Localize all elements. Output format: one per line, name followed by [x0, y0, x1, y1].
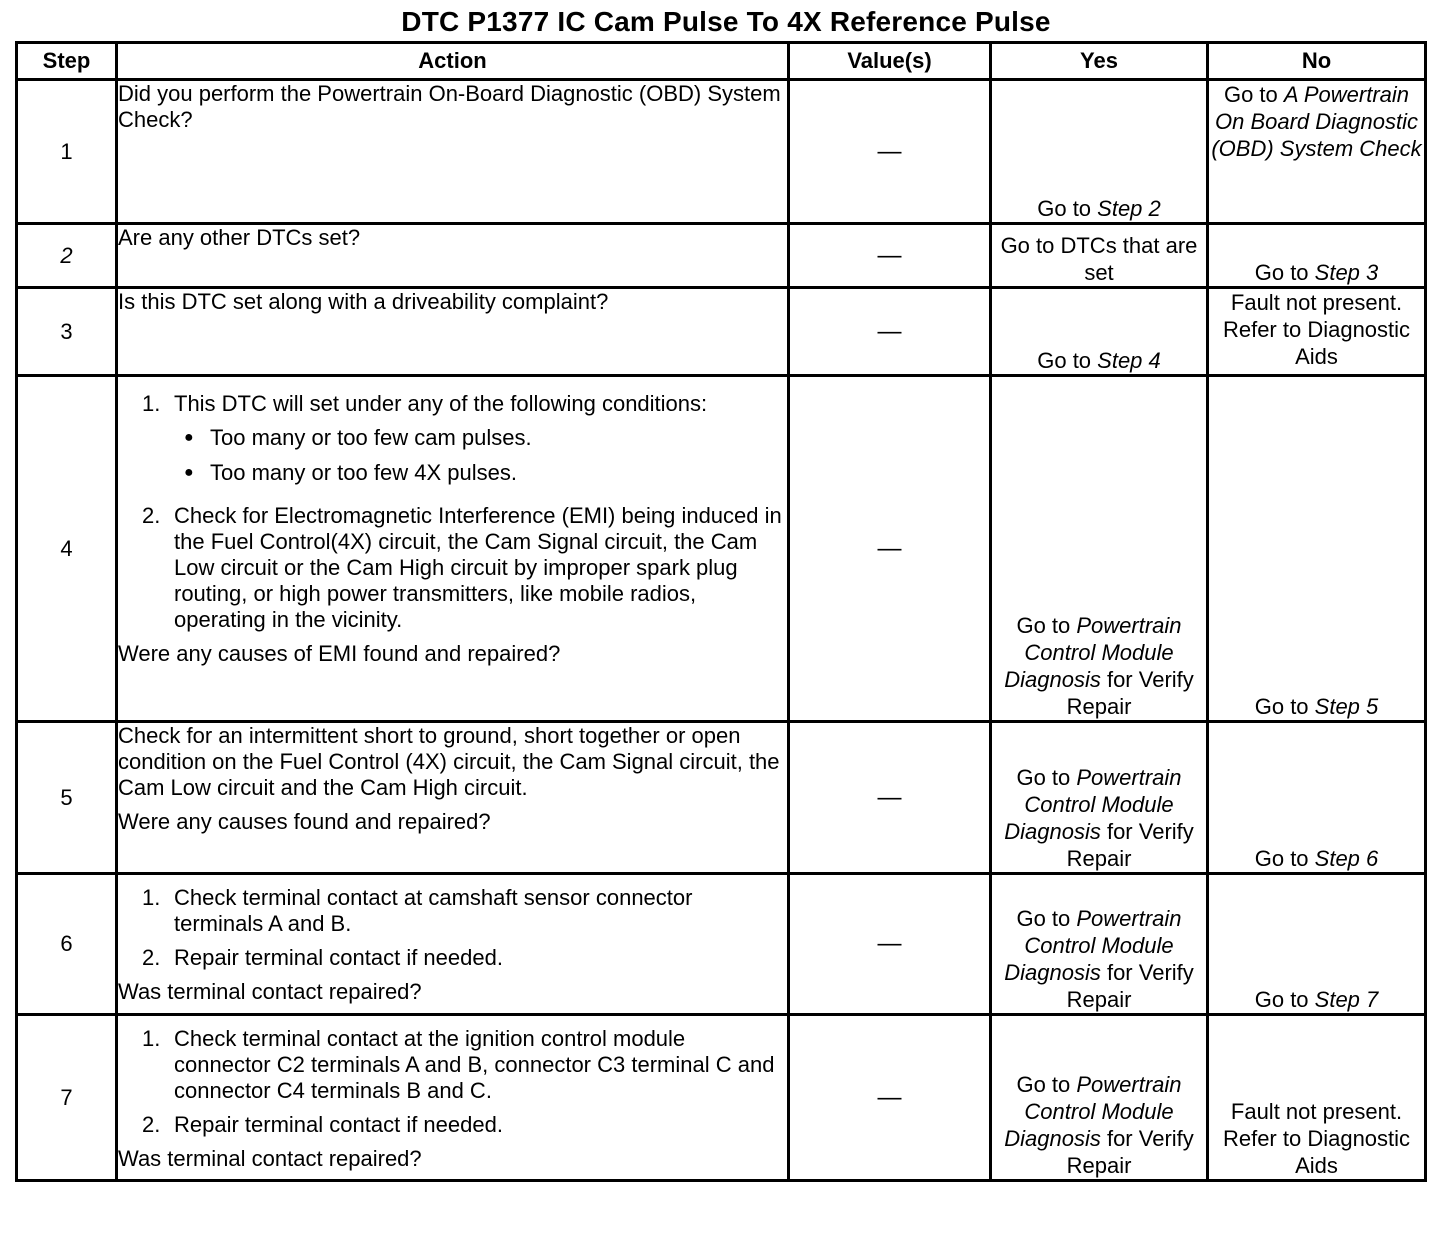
action-cell: [117, 224, 789, 288]
bullet-text: Too many or too few 4X pulses.: [210, 460, 517, 485]
step-item-text: Check terminal contact at camshaft sensor connector terminals A and B.: [174, 885, 693, 936]
table-header-row: [17, 43, 1426, 80]
action-step-item: [142, 1026, 787, 1104]
step-item-number: 1.: [142, 1026, 161, 1051]
action-question: Was terminal contact repaired?: [118, 979, 422, 1004]
yes-cell: [991, 376, 1208, 722]
no-prefix: Go to: [1254, 260, 1315, 285]
action-cell: [117, 288, 789, 376]
bullet-item: [174, 425, 787, 451]
yes-prefix: Go to: [1016, 765, 1077, 790]
yes-prefix: Go to: [1016, 613, 1077, 638]
yes-text[interactable]: Go to DTCs that are set: [1000, 233, 1198, 285]
step-item-text: Check terminal contact at the ignition control module connector C2 terminals A and B, connector C3 terminal C and connector C4 terminals B and C.: [174, 1026, 775, 1103]
action-steps: [118, 1026, 787, 1138]
yes-prefix: Go to: [1016, 1072, 1077, 1097]
step-item-text: This DTC will set under any of the following conditions:: [174, 391, 708, 416]
no-cell: [1208, 224, 1426, 288]
step-item-number: 1.: [142, 885, 161, 910]
step-number: 5: [17, 722, 117, 874]
step-number: 4: [17, 376, 117, 722]
bullet-text: Too many or too few cam pulses.: [210, 425, 532, 450]
bullet-icon: ●: [184, 429, 194, 446]
yes-link[interactable]: Step 4: [1097, 348, 1161, 373]
yes-cell: [991, 288, 1208, 376]
bullet-item: [174, 460, 787, 486]
yes-prefix: Go to: [1037, 348, 1098, 373]
yes-suffix: for Verify Repair: [1066, 667, 1194, 719]
action-question: Were any causes found and repaired?: [118, 809, 491, 834]
no-link[interactable]: Step 5: [1314, 694, 1379, 719]
action-step-item: [142, 503, 787, 633]
yes-link[interactable]: Powertrain Control Module Diagnosis: [1004, 613, 1182, 692]
step-item-body: [174, 391, 787, 495]
action-step-item: [142, 885, 787, 937]
value-cell: —: [789, 80, 991, 224]
yes-cell: [991, 80, 1208, 224]
action-cell: [117, 1015, 789, 1181]
action-text: Check for an intermittent short to ground, short together or open condition on the Fuel Control (4X) circuit, the Cam Signal circuit, the Cam Low circuit and the Cam High circuit.: [118, 723, 780, 800]
action-text: Are any other DTCs set?: [118, 225, 361, 250]
page-title: DTC P1377 IC Cam Pulse To 4X Reference Pulse: [401, 6, 1051, 37]
bullet-list: [174, 425, 787, 486]
yes-link[interactable]: Powertrain Control Module Diagnosis: [1004, 906, 1182, 985]
bullet-icon: ●: [184, 464, 194, 481]
yes-cell: [991, 224, 1208, 288]
no-cell: [1208, 1015, 1426, 1181]
step-item-text: Check for Electromagnetic Interference (EMI) being induced in the Fuel Control(4X) circuit, the Cam Signal circuit, the Cam Low circuit or the Cam High circuit by improper spark plug routing, or high power transmitters, like mobile radios, operating in the vicinity.: [174, 503, 782, 632]
step-number: 3: [17, 288, 117, 376]
header-step: Step: [17, 43, 117, 80]
yes-suffix: for Verify Repair: [1066, 819, 1194, 871]
action-cell: [117, 376, 789, 722]
step-item-number: 1.: [142, 391, 161, 416]
step-item-number: 2.: [142, 1112, 161, 1137]
value-cell: —: [789, 288, 991, 376]
yes-cell: [991, 874, 1208, 1015]
action-cell: [117, 722, 789, 874]
step-number: 1: [17, 80, 117, 224]
action-text: Is this DTC set along with a driveability complaint?: [118, 289, 609, 314]
no-link[interactable]: Step 7: [1314, 987, 1379, 1012]
yes-link[interactable]: Powertrain Control Module Diagnosis: [1004, 1072, 1182, 1151]
action-step-item: [142, 945, 787, 971]
action-steps: [118, 885, 787, 971]
no-prefix: Go to: [1223, 82, 1284, 107]
value-cell: —: [789, 1015, 991, 1181]
no-text[interactable]: Fault not present. Refer to Diagnostic Aids: [1222, 1099, 1411, 1178]
action-question: Were any causes of EMI found and repaired?: [118, 641, 561, 666]
diagnostic-table: [15, 41, 1427, 1182]
step-number: 6: [17, 874, 117, 1015]
action-cell: [117, 874, 789, 1015]
action-steps: [118, 391, 787, 633]
no-link[interactable]: Step 3: [1314, 260, 1379, 285]
no-cell: [1208, 722, 1426, 874]
yes-prefix: Go to: [1037, 196, 1098, 221]
header-no: No: [1208, 43, 1426, 80]
table-row: [17, 874, 1426, 1015]
no-cell: [1208, 288, 1426, 376]
yes-suffix: for Verify Repair: [1066, 1126, 1194, 1178]
header-values: Value(s): [789, 43, 991, 80]
value-cell: —: [789, 224, 991, 288]
no-prefix: Go to: [1254, 987, 1315, 1012]
step-item-number: 2.: [142, 945, 161, 970]
step-item-text: Repair terminal contact if needed.: [174, 1112, 503, 1137]
action-text: Did you perform the Powertrain On-Board Diagnostic (OBD) System Check?: [118, 81, 781, 132]
yes-suffix: for Verify Repair: [1066, 960, 1194, 1012]
step-item-number: 2.: [142, 503, 161, 528]
value-cell: —: [789, 376, 991, 722]
action-cell: [117, 80, 789, 224]
action-step-item: [142, 1112, 787, 1138]
yes-cell: [991, 1015, 1208, 1181]
value-cell: —: [789, 874, 991, 1015]
header-action: Action: [117, 43, 789, 80]
action-question: Was terminal contact repaired?: [118, 1146, 422, 1171]
table-row: [17, 376, 1426, 722]
no-prefix: Go to: [1254, 846, 1315, 871]
no-link[interactable]: Step 6: [1314, 846, 1379, 871]
action-step-item: [142, 391, 787, 495]
table-row: [17, 224, 1426, 288]
yes-link[interactable]: Powertrain Control Module Diagnosis: [1004, 765, 1182, 844]
step-number: 2: [17, 224, 117, 288]
no-cell: [1208, 376, 1426, 722]
step-number: 7: [17, 1015, 117, 1181]
yes-cell: [991, 722, 1208, 874]
step-item-text: Repair terminal contact if needed.: [174, 945, 503, 970]
header-yes: Yes: [991, 43, 1208, 80]
no-cell: [1208, 80, 1426, 224]
table-row: [17, 722, 1426, 874]
table-row: [17, 288, 1426, 376]
no-text[interactable]: Fault not present. Refer to Diagnostic Aids: [1222, 290, 1411, 369]
no-cell: [1208, 874, 1426, 1015]
table-row: [17, 80, 1426, 224]
no-prefix: Go to: [1254, 694, 1315, 719]
yes-prefix: Go to: [1016, 906, 1077, 931]
table-row: [17, 1015, 1426, 1181]
value-cell: —: [789, 722, 991, 874]
no-link[interactable]: A Powertrain On Board Diagnostic (OBD) System Check: [1211, 82, 1422, 161]
yes-link[interactable]: Step 2: [1097, 196, 1161, 221]
